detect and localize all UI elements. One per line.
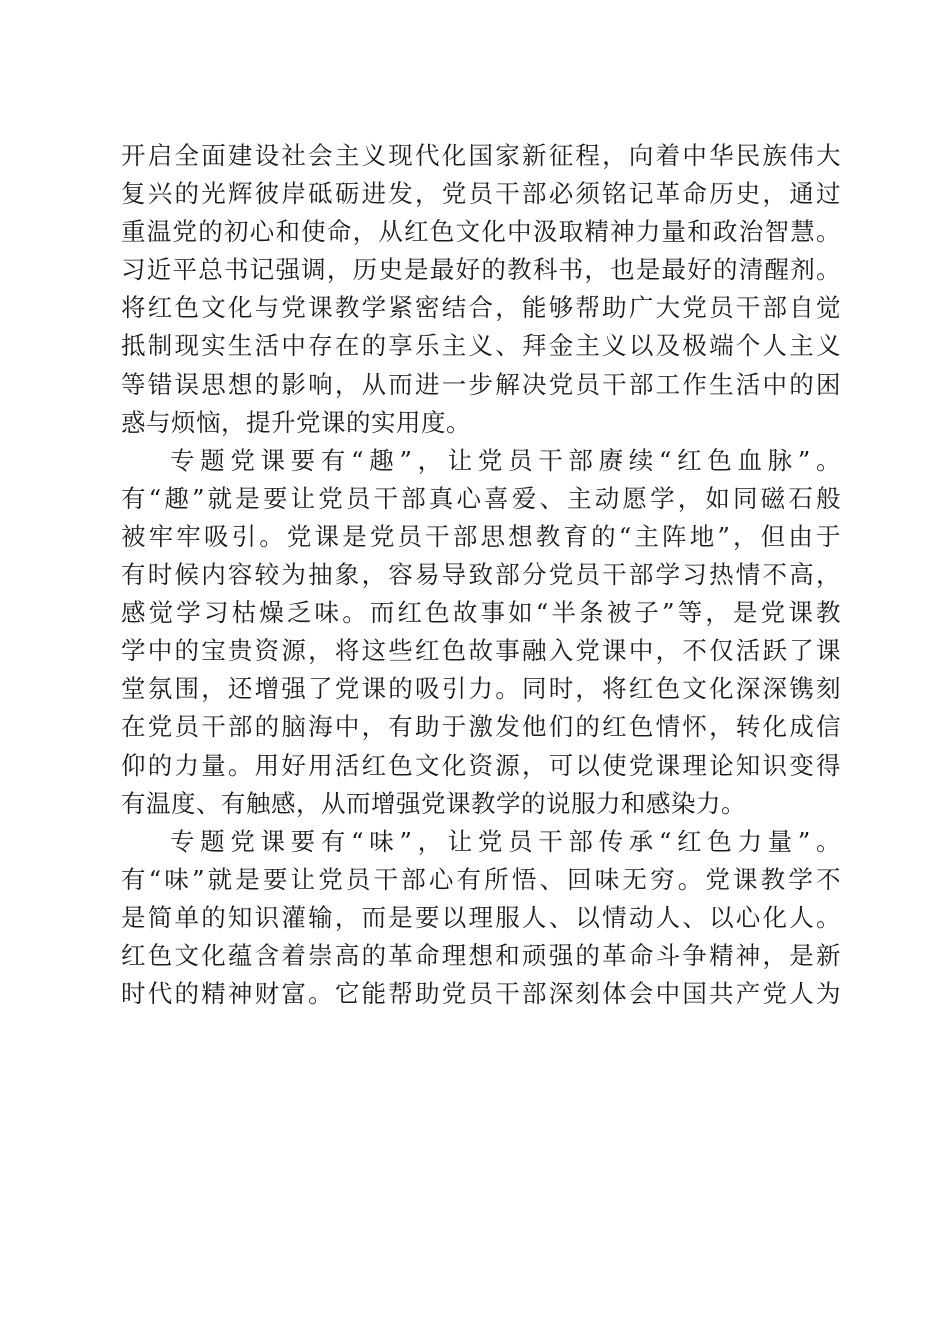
text-line: 在党员干部的脑海中，有助于激发他们的红色情怀，转化成信 (121, 712, 841, 742)
paragraph (121, 137, 841, 442)
text-line: 堂氛围，还增强了党课的吸引力。同时，将红色文化深深镌刻 (121, 674, 841, 704)
body-text (121, 137, 841, 1013)
text-line: 有“趣”就是要让党员干部真心喜爱、主动愿学，如同磁石般 (121, 483, 841, 513)
text-line: 感觉学习枯燥乏味。而红色故事如“半条被子”等，是党课教 (121, 598, 841, 628)
text-line: 有温度、有触感，从而增强党课教学的说服力和感染力。 (121, 788, 746, 818)
text-line: 是简单的知识灌输，而是要以理服人、以情动人、以心化人。 (121, 902, 841, 932)
text-line: 抵制现实生活中存在的享乐主义、拜金主义以及极端个人主义 (121, 331, 841, 361)
text-line: 专题党课要有“趣”，让党员干部赓续“红色血脉”。 (170, 445, 841, 475)
paragraph (121, 442, 841, 823)
text-line: 开启全面建设社会主义现代化国家新征程，向着中华民族伟大 (121, 141, 841, 170)
text-line: 学中的宝贵资源，将这些红色故事融入党课中，不仅活跃了课 (121, 636, 841, 666)
text-line: 习近平总书记强调，历史是最好的教科书，也是最好的清醒剂。 (121, 255, 841, 285)
text-line: 红色文化蕴含着崇高的革命理想和顽强的革命斗争精神，是新 (121, 940, 841, 970)
text-line: 有“味”就是要让党员干部心有所悟、回味无穷。党课教学不 (121, 864, 841, 894)
paragraph (121, 823, 841, 1013)
text-line: 复兴的光辉彼岸砥砺进发，党员干部必须铭记革命历史，通过 (121, 179, 841, 209)
text-line: 专题党课要有“味”，让党员干部传承“红色力量”。 (170, 826, 841, 856)
text-line: 将红色文化与党课教学紧密结合，能够帮助广大党员干部自觉 (121, 293, 841, 323)
text-line: 重温党的初心和使命，从红色文化中汲取精神力量和政治智慧。 (121, 217, 841, 247)
text-line: 有时候内容较为抽象，容易导致部分党员干部学习热情不高， (121, 560, 841, 590)
text-line: 时代的精神财富。它能帮助党员干部深刻体会中国共产党人为 (121, 979, 841, 1009)
text-line: 仰的力量。用好用活红色文化资源，可以使党课理论知识变得 (121, 750, 841, 780)
text-line: 被牢牢吸引。党课是党员干部思想教育的“主阵地”，但由于 (121, 521, 841, 551)
text-line: 等错误思想的影响，从而进一步解决党员干部工作生活中的困 (121, 369, 841, 399)
text-line: 惑与烦恼，提升党课的实用度。 (121, 407, 471, 437)
